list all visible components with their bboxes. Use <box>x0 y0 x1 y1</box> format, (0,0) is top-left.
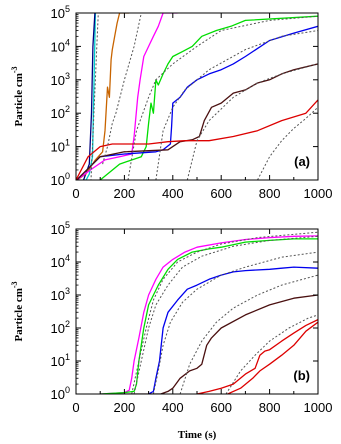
panel-a-series-4 <box>76 16 318 181</box>
ytick-exponent: 4 <box>64 253 70 263</box>
panel-a-xtick-label-4: 800 <box>258 186 281 201</box>
panel-a-xtick-label-3: 600 <box>210 186 233 201</box>
panel-b-ticks <box>76 229 318 394</box>
ytick-base: 10 <box>50 106 65 122</box>
panel-a-ytick-label-0 <box>51 171 70 188</box>
ytick-exponent: 2 <box>64 319 70 329</box>
panel-a-ytick-label-5 <box>51 4 70 21</box>
ytick-exponent: 1 <box>64 352 70 362</box>
ytick-base: 10 <box>50 222 65 237</box>
panel-a-series-6 <box>76 64 318 181</box>
ytick-base: 10 <box>50 288 65 303</box>
ytick-base: 10 <box>50 6 65 21</box>
panel-b-xtick-label-2: 400 <box>161 400 184 415</box>
panel-a-ytick-label-1 <box>51 138 70 155</box>
ytick-base: 10 <box>50 139 65 155</box>
panel-b-ytick-label-5 <box>51 220 70 237</box>
ylabel-superscript: -3 <box>10 281 19 289</box>
panel-b-label: (b) <box>293 368 310 383</box>
ylabel-main: Particle cm <box>13 288 25 342</box>
panel-a-xtick-label-1: 200 <box>113 186 136 201</box>
panel-a-xtick-label-2: 400 <box>161 186 184 201</box>
panel-a-ytick-label-4 <box>51 37 70 54</box>
ytick-base: 10 <box>50 72 65 88</box>
ytick-exponent: 5 <box>64 4 70 14</box>
panel-b-ytick-label-3 <box>51 286 70 303</box>
panel-b-xtick-label-0: 0 <box>72 400 80 415</box>
panel-a-xtick-label-0: 0 <box>72 186 80 201</box>
ylabel-superscript: -3 <box>10 66 19 74</box>
ytick-base: 10 <box>50 321 65 336</box>
ytick-base: 10 <box>50 255 65 270</box>
ytick-exponent: 0 <box>64 171 70 181</box>
panel-b-ytick-label-1 <box>51 352 70 369</box>
panel-a-series-10-fit <box>128 16 318 180</box>
panel-a <box>10 4 332 201</box>
ylabel-main: Particle cm <box>13 73 25 127</box>
ytick-exponent: 2 <box>64 104 70 115</box>
panel-a-ytick-label-2 <box>51 104 70 121</box>
ytick-exponent: 0 <box>64 385 70 395</box>
panel-b-xtick-label-4: 800 <box>258 400 281 415</box>
panel-b-xlabel: Time (s) <box>177 429 217 441</box>
panel-b-ylabel <box>10 281 25 341</box>
panel-b <box>10 220 332 441</box>
panel-b-ytick-label-2 <box>51 319 70 336</box>
ytick-exponent: 4 <box>64 37 70 48</box>
panel-a-ylabel <box>10 66 25 126</box>
panel-b-series-7-fit <box>134 236 318 394</box>
panel-b-labels <box>10 220 332 441</box>
panel-b-series <box>100 232 318 395</box>
panel-a-series-2 <box>76 13 129 181</box>
panel-b-series-3 <box>124 295 318 394</box>
ytick-exponent: 3 <box>64 286 70 296</box>
panel-b-xtick-label-1: 200 <box>113 400 136 415</box>
ytick-exponent: 1 <box>64 137 70 148</box>
panel-a-series <box>76 13 318 181</box>
ytick-base: 10 <box>50 173 65 188</box>
ytick-exponent: 5 <box>64 220 70 230</box>
panel-a-label: (a) <box>294 154 310 169</box>
panel-b-series-5 <box>226 322 318 395</box>
panel-b-xtick-label-5: 1000 <box>303 400 333 415</box>
ytick-base: 10 <box>50 39 65 55</box>
panel-b-ytick-label-4 <box>51 253 70 270</box>
ytick-base: 10 <box>50 354 65 369</box>
ytick-base: 10 <box>50 387 65 402</box>
panel-b-ytick-label-0 <box>51 385 70 402</box>
panel-b-series-0 <box>100 236 318 394</box>
panel-b-frame <box>76 229 318 394</box>
panel-a-ytick-label-3 <box>51 71 70 88</box>
ytick-exponent: 3 <box>64 70 70 81</box>
panel-b-xtick-label-3: 600 <box>210 400 233 415</box>
panel-a-xtick-label-5: 1000 <box>303 186 333 201</box>
panel-a-labels <box>10 4 332 201</box>
